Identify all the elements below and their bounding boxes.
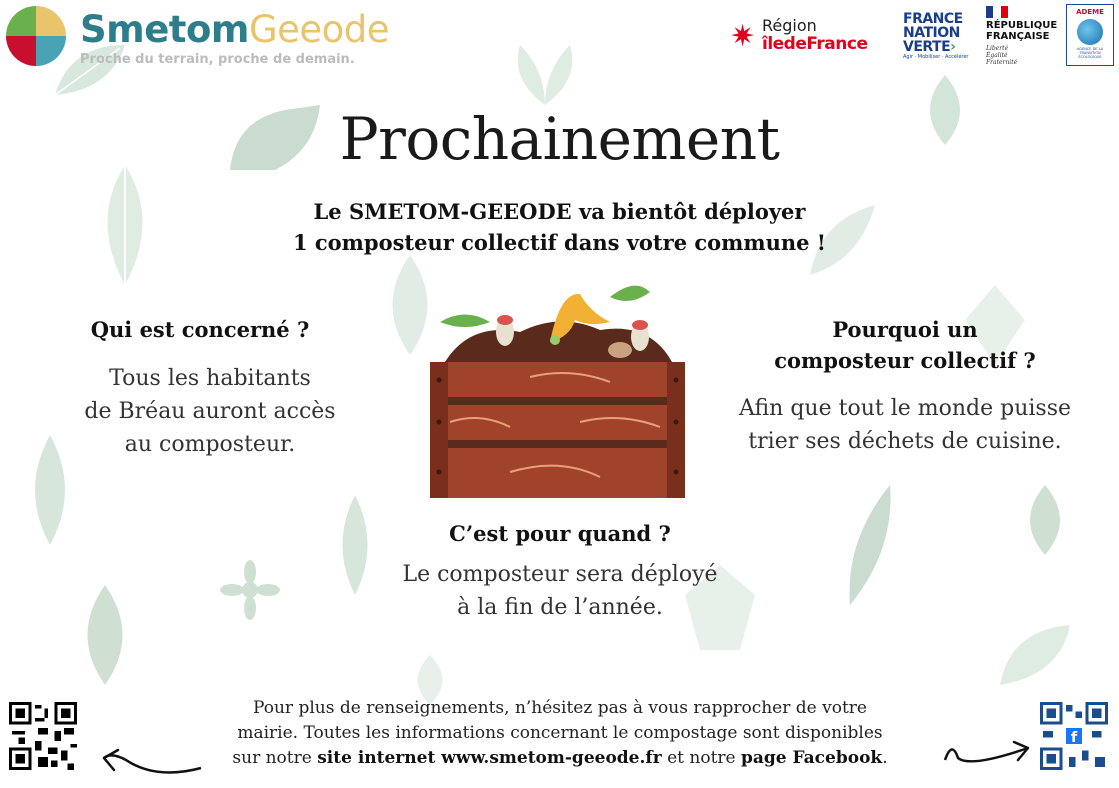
- french-flag-icon: [986, 6, 1008, 18]
- brand-name: SmetomGeeode: [80, 8, 390, 51]
- qr-code-facebook-icon[interactable]: [1040, 702, 1108, 770]
- leaf-decoration: [1015, 480, 1075, 560]
- page-subtitle: Le SMETOM-GEEODE va bientôt déployer 1 composteur collectif dans votre commune !: [292, 199, 827, 255]
- who-heading: Qui est concerné ?: [90, 317, 310, 342]
- region-star-icon: ✷: [730, 19, 756, 54]
- when-heading: C’est pour quand ?: [449, 521, 671, 546]
- leaf-decoration: [500, 40, 590, 110]
- region-iledefrance-logo: ✷ Région îledeFrance: [730, 16, 868, 54]
- leaf-decoration: [220, 560, 280, 620]
- leaf-decoration: [70, 580, 140, 690]
- leaf-decoration: [995, 620, 1075, 690]
- ademe-logo: ADEME AGENCE DE LA TRANSITION ÉCOLOGIQUE: [1066, 4, 1114, 66]
- smetom-logo-icon: [4, 4, 68, 68]
- why-heading: Pourquoi un composteur collectif ?: [774, 317, 1036, 373]
- svg-text:f: f: [1070, 728, 1078, 746]
- republique-francaise-logo: RÉPUBLIQUE FRANÇAISE Liberté Égalité Fraternité: [986, 6, 1060, 70]
- qr-code-website-icon[interactable]: [9, 702, 77, 770]
- globe-icon: [1077, 19, 1103, 45]
- footer-info: Pour plus de renseignements, n’hésitez pas à vous rapprocher de votre mairie. Toutes les informations concernant le compostage sont disponibles sur notre site internet www.smetom-geeode.fr et notre page Facebook.: [232, 698, 888, 768]
- who-text: Tous les habitants de Bréau auront accès au composteur.: [84, 366, 336, 457]
- brand-tagline: Proche du terrain, proche de demain.: [80, 52, 355, 67]
- page-title: Prochainement: [339, 105, 780, 173]
- why-text: Afin que tout le monde puisse trier ses déchets de cuisine.: [739, 396, 1071, 454]
- when-text: Le composteur sera déployé à la fin de l’année.: [402, 562, 718, 620]
- compost-bin-illustration: [410, 282, 700, 500]
- website-link[interactable]: site internet www.smetom-geeode.fr: [317, 748, 662, 768]
- france-nation-verte-logo: FRANCE NATION VERTE› Agir · Mobiliser · Accélérer: [903, 11, 969, 60]
- facebook-link[interactable]: page Facebook: [741, 748, 883, 768]
- leaf-decoration: [840, 480, 900, 610]
- arrow-right-icon: [940, 730, 1035, 770]
